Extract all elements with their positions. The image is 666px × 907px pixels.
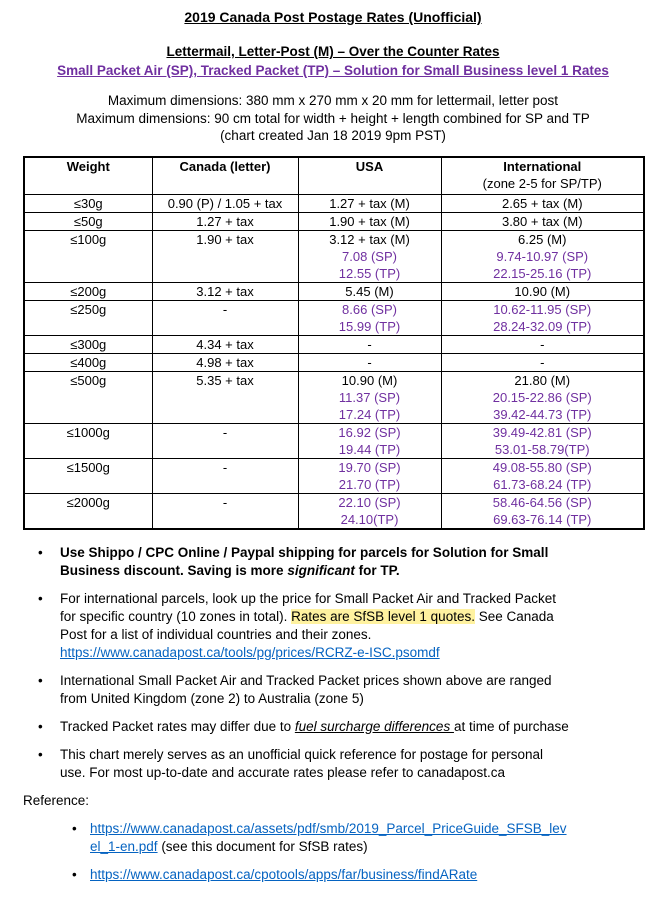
cell-usa [298, 282, 441, 300]
cell-weight: ≤1000g [24, 423, 152, 458]
note-bullet [0, 544, 666, 580]
rate-line: - [540, 354, 545, 370]
cell-usa [298, 353, 441, 371]
cell-intl [441, 493, 644, 529]
rate-line: 2.65 + tax (M) [501, 195, 583, 211]
cell-canada [152, 458, 298, 493]
rate-line: - [222, 424, 228, 440]
cell-usa [298, 423, 441, 458]
table-row [24, 458, 644, 493]
cell-weight: ≤500g [24, 371, 152, 423]
note-bullet [0, 718, 666, 736]
note-text-segment: (see this document for SfSB rates) [157, 838, 368, 854]
rate-line: 21.80 (M) [514, 372, 571, 388]
cell-intl [441, 230, 644, 282]
note-text-segment: See Canada [474, 608, 554, 624]
note-text [90, 866, 477, 884]
rate-line: 6.25 (M) [518, 231, 567, 247]
cell-canada [152, 230, 298, 282]
note-text [60, 746, 543, 782]
rate-line: 11.37 (SP) [338, 389, 401, 405]
rate-line: 10.90 (M) [514, 283, 571, 299]
cell-intl [441, 212, 644, 230]
subtitle-small-packet: Small Packet Air (SP), Tracked Packet (TP) – Solution for Small Business level 1 Rates [57, 63, 609, 78]
rate-line: 58.46-64.56 (SP) [492, 494, 592, 510]
rate-line: - [367, 354, 372, 370]
table-row [24, 230, 644, 282]
hyperlink[interactable]: https://www.canadapost.ca/assets/pdf/smb/2019_Parcel_PriceGuide_SFSB_lev [90, 820, 567, 836]
table-row [24, 371, 644, 423]
cell-intl [441, 335, 644, 353]
rate-table-body [24, 194, 644, 529]
cell-canada [152, 194, 298, 212]
rate-line: 19.70 (SP) [338, 459, 401, 475]
note-bullet [0, 590, 666, 662]
rate-line: 1.27 + tax [196, 213, 254, 229]
cell-usa [298, 493, 441, 529]
column-header-usa: USA [298, 157, 441, 195]
highlighted-text: Rates are SfSB level 1 quotes. [291, 608, 475, 624]
cell-usa [298, 194, 441, 212]
bullet-icon: • [38, 672, 43, 688]
hyperlink[interactable]: https://www.canadapost.ca/cpotools/apps/far/business/findARate [90, 866, 478, 882]
cell-weight: ≤400g [24, 353, 152, 371]
bullet-icon: • [38, 718, 43, 734]
rate-line: 3.12 + tax (M) [329, 231, 410, 247]
note-text [60, 718, 569, 736]
column-header-canada: Canada (letter) [152, 157, 298, 195]
note-text-segment: Use Shippo / CPC Online / Paypal shipping for parcels for Solution for Small [60, 544, 549, 560]
note-text-segment: from United Kingdom (zone 2) to Australia (zone 5) [60, 690, 364, 706]
table-row [24, 300, 644, 335]
cell-usa [298, 335, 441, 353]
cell-canada [152, 371, 298, 423]
cell-intl [441, 300, 644, 335]
notes-section [0, 544, 666, 884]
cell-usa [298, 371, 441, 423]
cell-usa [298, 458, 441, 493]
rate-line: - [367, 336, 372, 352]
table-row [24, 194, 644, 212]
cell-weight: ≤50g [24, 212, 152, 230]
table-header [24, 157, 644, 195]
note-text-segment: use. For most up-to-date and accurate rates please refer to canadapost.ca [60, 764, 505, 780]
rate-line: 1.27 + tax (M) [329, 195, 410, 211]
rate-line: 69.63-76.14 (TP) [493, 511, 592, 527]
rate-line: 21.70 (TP) [338, 476, 401, 492]
cell-weight: ≤1500g [24, 458, 152, 493]
table-header-row [24, 157, 644, 195]
column-header-international [441, 157, 644, 195]
cell-intl [441, 282, 644, 300]
column-header-weight: Weight [24, 157, 152, 195]
table-row [24, 423, 644, 458]
rate-line: 20.15-22.86 (SP) [492, 389, 592, 405]
dimensions-line-1: Maximum dimensions: 380 mm x 270 mm x 20 mm for lettermail, letter post [107, 93, 559, 108]
note-text [60, 672, 552, 708]
rate-line: 24.10(TP) [340, 511, 399, 527]
note-bullet [0, 672, 666, 708]
cell-intl [441, 371, 644, 423]
rate-line: 3.12 + tax [196, 283, 254, 299]
bullet-icon: • [38, 590, 43, 606]
rate-line: - [222, 459, 228, 475]
bullet-icon: • [38, 544, 43, 560]
note-text-segment: significant [287, 562, 355, 578]
dimensions-line-3: (chart created Jan 18 2019 9pm PST) [220, 128, 446, 143]
rate-line: 4.98 + tax [196, 354, 254, 370]
table-row [24, 212, 644, 230]
rate-line: 7.08 (SP) [342, 248, 397, 264]
rate-line: 8.66 (SP) [342, 301, 397, 317]
rate-line: 0.90 (P) / 1.05 + tax [167, 195, 283, 211]
note-text-segment: International Small Packet Air and Tracked Packet prices shown above are ranged [60, 672, 552, 688]
note-text [60, 544, 548, 580]
rate-line: 9.74-10.97 (SP) [496, 248, 589, 264]
dimensions-note [0, 92, 666, 145]
note-text-segment: fuel surcharge differences [294, 718, 454, 734]
rate-line: 10.62-11.95 (SP) [493, 301, 592, 317]
column-header-international-subtitle: (zone 2-5 for SP/TP) [482, 175, 602, 191]
cell-weight: ≤30g [24, 194, 152, 212]
rate-line: 17.24 (TP) [338, 406, 401, 422]
cell-canada [152, 300, 298, 335]
hyperlink[interactable]: https://www.canadapost.ca/tools/pg/prices/RCRZ-e-ISC.psomdf [60, 644, 440, 660]
dimensions-line-2: Maximum dimensions: 90 cm total for width + height + length combined for SP and TP [76, 110, 590, 126]
rate-line: 61.73-68.24 (TP) [493, 476, 592, 492]
note-text-segment: For international parcels, look up the price for Small Packet Air and Tracked Packet [60, 590, 556, 606]
rate-line: 39.42-44.73 (TP) [493, 406, 592, 422]
reference-link-item [0, 866, 666, 884]
rate-line: 1.90 + tax [196, 231, 254, 247]
rate-line: - [222, 301, 228, 317]
rate-line: 3.80 + tax (M) [501, 213, 583, 229]
note-text-segment: This chart merely serves as an unofficial quick reference for postage for personal [60, 746, 543, 762]
hyperlink[interactable]: el_1-en.pdf [90, 838, 158, 854]
cell-canada [152, 335, 298, 353]
cell-canada [152, 282, 298, 300]
column-header-international-title: International [503, 158, 582, 174]
cell-weight: ≤250g [24, 300, 152, 335]
note-text-segment: at time of purchase [453, 718, 569, 734]
rate-line: - [222, 494, 228, 510]
postage-rates-table [23, 156, 645, 530]
note-text-segment: Business discount. Saving is more [60, 562, 288, 578]
bullet-icon: • [72, 820, 77, 836]
rate-line: 4.34 + tax [196, 336, 254, 352]
rate-line: 5.35 + tax [196, 372, 254, 388]
rate-line: 12.55 (TP) [338, 265, 401, 281]
cell-intl [441, 458, 644, 493]
rate-line: 10.90 (M) [341, 372, 398, 388]
rate-line: - [540, 336, 545, 352]
subtitle-lettermail: Lettermail, Letter-Post (M) – Over the Counter Rates [166, 44, 500, 59]
rate-line: 49.08-55.80 (SP) [492, 459, 592, 475]
rate-line: 53.01-58.79(TP) [494, 441, 590, 457]
cell-intl [441, 353, 644, 371]
reference-label: Reference: [23, 792, 90, 808]
cell-weight: ≤100g [24, 230, 152, 282]
rate-line: 15.99 (TP) [338, 318, 401, 334]
cell-weight: ≤200g [24, 282, 152, 300]
note-text [60, 590, 556, 662]
note-bullet [0, 746, 666, 782]
note-text-segment: Post for a list of individual countries and their zones. [60, 626, 372, 642]
reference-link-item [0, 820, 666, 856]
bullet-icon: • [72, 866, 77, 882]
bullet-icon: • [38, 746, 43, 762]
cell-intl [441, 194, 644, 212]
rate-line: 22.10 (SP) [338, 494, 401, 510]
table-row [24, 335, 644, 353]
table-row [24, 282, 644, 300]
cell-usa [298, 212, 441, 230]
note-text-segment: for specific country (10 zones in total). [60, 608, 292, 624]
table-row [24, 353, 644, 371]
note-text-segment: for TP. [354, 562, 400, 578]
cell-canada [152, 423, 298, 458]
rate-line: 28.24-32.09 (TP) [493, 318, 592, 334]
rate-line: 16.92 (SP) [338, 424, 401, 440]
page-title: 2019 Canada Post Postage Rates (Unofficial) [184, 9, 482, 25]
table-row [24, 493, 644, 529]
rate-line: 22.15-25.16 (TP) [493, 265, 592, 281]
cell-canada [152, 353, 298, 371]
rate-line: 1.90 + tax (M) [329, 213, 410, 229]
note-text-segment: Tracked Packet rates may differ due to [60, 718, 295, 734]
cell-weight: ≤300g [24, 335, 152, 353]
cell-canada [152, 212, 298, 230]
cell-canada [152, 493, 298, 529]
cell-weight: ≤2000g [24, 493, 152, 529]
rate-line: 19.44 (TP) [338, 441, 401, 457]
cell-usa [298, 300, 441, 335]
rate-line: 5.45 (M) [345, 283, 394, 299]
cell-intl [441, 423, 644, 458]
note-text [90, 820, 567, 856]
cell-usa [298, 230, 441, 282]
rate-line: 39.49-42.81 (SP) [492, 424, 592, 440]
